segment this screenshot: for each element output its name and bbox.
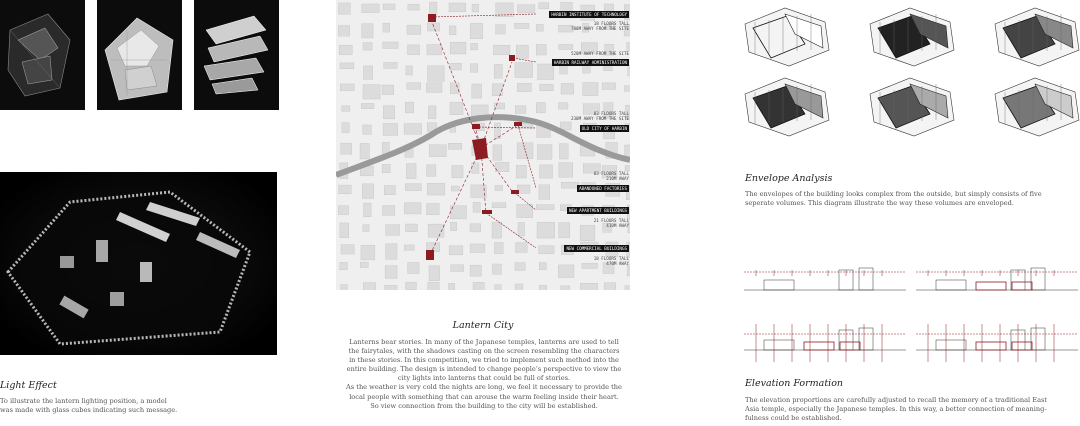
paper-model-view-2 (97, 0, 182, 110)
text-line: fulness could be established. (745, 414, 842, 423)
city-block (494, 242, 503, 253)
city-block (363, 66, 372, 79)
map-note-oldcity: 03 FLOORS TALL 230M AWAY FROM THE SITE (571, 111, 629, 121)
city-block (408, 262, 419, 273)
volume-model-view-3 (194, 0, 279, 110)
city-block (382, 206, 394, 216)
city-block (473, 282, 484, 290)
city-block (340, 63, 354, 69)
city-block (404, 124, 422, 135)
city-block (384, 62, 397, 68)
city-block (451, 186, 459, 191)
envelope-diagram (870, 8, 954, 66)
city-block (364, 203, 372, 217)
city-block (558, 265, 574, 278)
map-note-hit: 18 FLOORS TALL 780M AWAY FROM THE SITE (571, 21, 629, 31)
city-block (449, 26, 456, 35)
city-block (429, 145, 446, 157)
text-line: To illustrate the lantern lighting position, a model (0, 397, 167, 405)
city-block (363, 225, 369, 232)
envelope-diagram (995, 8, 1079, 66)
city-block (493, 145, 502, 160)
city-block (518, 5, 535, 13)
city-block (625, 165, 630, 170)
landmark-building (428, 14, 436, 22)
city-block (426, 83, 442, 93)
city-block (450, 63, 462, 70)
city-block (537, 222, 555, 238)
text-line: The envelopes of the building looks complex from the outside, but simply consists of five (745, 190, 1042, 198)
city-block (338, 26, 349, 37)
city-block (515, 263, 525, 271)
city-block (516, 45, 528, 58)
envelope-diagram (870, 78, 954, 136)
city-block (537, 145, 552, 160)
city-block (340, 223, 349, 238)
city-block (517, 204, 533, 217)
city-block (515, 106, 526, 114)
city-block (473, 202, 480, 212)
city-block (342, 123, 349, 133)
city-block (539, 3, 549, 9)
city-block (407, 83, 421, 90)
city-block (363, 125, 372, 134)
elevation-diagram (916, 268, 1078, 290)
city-block (515, 63, 533, 78)
view-line (430, 148, 481, 255)
map-tag-railway: HARBIN RAILWAY ADMINISTRATION (553, 60, 627, 65)
city-block (405, 184, 421, 191)
city-block (383, 123, 398, 135)
landmark-building (472, 124, 480, 129)
city-block (583, 83, 598, 96)
city-block (494, 45, 510, 55)
elevation-diagram (744, 324, 906, 362)
city-block (561, 286, 570, 290)
city-block (383, 4, 395, 10)
city-block (496, 25, 506, 34)
city-block (342, 106, 350, 112)
city-block (492, 84, 502, 96)
city-block (339, 185, 352, 194)
city-block (559, 44, 573, 49)
city-block (406, 224, 418, 232)
city-block (472, 84, 482, 98)
city-block (492, 203, 506, 208)
city-block (539, 285, 546, 290)
city-block (406, 66, 413, 75)
city-block (470, 224, 481, 232)
city-block (406, 282, 417, 289)
city-block (560, 122, 571, 130)
city-block (427, 23, 439, 31)
city-block (536, 205, 554, 210)
city-block (516, 243, 528, 253)
text-line: local people with something that can arouse the warm feeling inside their heart. (349, 392, 619, 401)
site-map (336, 0, 630, 290)
city-block (361, 245, 375, 260)
city-block (363, 283, 375, 290)
city-block (540, 84, 554, 91)
text-line: entire building. The design is intended to change people’s perspective to view the (346, 365, 622, 374)
city-block (471, 185, 486, 198)
city-block (492, 222, 502, 238)
city-block (448, 143, 461, 149)
city-block (362, 24, 373, 38)
light-effect-title: Light Effect (0, 380, 57, 391)
city-block (361, 103, 374, 108)
city-block (426, 204, 439, 215)
text-line: So view connection from the building to the city will be established. (370, 401, 598, 410)
light-effect-photo (0, 172, 277, 355)
map-tag-hit: HARBIN INSTITUTE OF TECHNOLOGY (551, 12, 627, 17)
landmark-building (509, 55, 515, 61)
city-block (472, 163, 479, 173)
city-block (539, 263, 546, 270)
city-block (470, 244, 485, 253)
text-line: was made with glass cubes indicating such message. (0, 406, 178, 415)
city-block (383, 42, 398, 49)
city-block (383, 23, 390, 32)
envelope-diagram (995, 78, 1079, 136)
model-photo-3 (194, 0, 279, 110)
city-block (428, 66, 445, 81)
map-tag-factories: ABANDONED FACTORIES (579, 186, 627, 191)
city-block (470, 64, 477, 73)
city-block (540, 165, 553, 178)
city-block (382, 85, 394, 95)
city-block (383, 106, 394, 119)
city-block (492, 264, 501, 274)
city-block (495, 162, 509, 171)
city-block (340, 84, 354, 91)
city-block (450, 42, 466, 54)
city-block (495, 285, 501, 290)
city-block (338, 3, 350, 14)
landmark-building (482, 210, 492, 214)
city-block (583, 65, 591, 73)
city-block (536, 102, 545, 112)
text-line: seperate volumes. This diagram illustrate the way these volumes are enveloped. (745, 199, 1014, 208)
envelope-diagram (745, 8, 829, 66)
city-block (386, 244, 398, 260)
text-line: Asia temple, especially the Japanese temples. In this way, a better connection of meaning- (745, 405, 1047, 414)
lantern-light-model-image (0, 172, 277, 355)
city-block (559, 223, 570, 238)
city-block (517, 143, 533, 159)
city-block (382, 164, 390, 172)
city-block (341, 245, 354, 254)
elevation-formation-set (744, 262, 1080, 362)
map-note-railway: 520M AWAY FROM THE SITE (571, 51, 629, 56)
city-block (472, 4, 479, 12)
city-block (559, 163, 573, 178)
city-block (516, 165, 526, 178)
city-block (470, 23, 482, 38)
map-note-factories: 03 FLOORS TALL 210M AWAY (593, 171, 629, 181)
city-block (628, 66, 630, 76)
city-block (624, 86, 630, 92)
city-block (408, 4, 419, 10)
city-block (580, 283, 597, 290)
city-block (404, 203, 421, 214)
city-block (518, 222, 525, 236)
city-block (625, 145, 630, 157)
text-line: Lanterns bear stories. In many of the Japanese temples, lanterns are used to tell (349, 338, 619, 346)
city-block (560, 66, 567, 74)
city-block (360, 262, 368, 267)
city-block (362, 184, 373, 199)
elevation-text (745, 396, 1080, 423)
city-block (559, 144, 568, 159)
city-block (471, 43, 478, 50)
city-block (384, 186, 395, 195)
text-line: in these stories. In this competition, we tried to implement such method into the (349, 356, 619, 365)
landmark-building (514, 122, 522, 126)
elevation-title: Elevation Formation (745, 378, 844, 389)
city-block (539, 185, 550, 200)
envelope-axonometric-set (740, 0, 1080, 140)
map-note-apartments: 21 FLOORS TALL 410M AWAY (593, 218, 629, 228)
city-block (341, 143, 352, 154)
envelope-text (745, 190, 1080, 208)
elevation-diagram (744, 268, 906, 290)
city-block (427, 165, 436, 176)
city-block (386, 225, 400, 235)
city-block (341, 285, 348, 290)
city-block (604, 283, 616, 290)
city-block (340, 262, 348, 269)
city-block (449, 3, 466, 12)
city-block (339, 45, 352, 55)
city-block (385, 266, 397, 279)
landmark-building (426, 250, 434, 260)
city-block (602, 83, 615, 90)
city-block (385, 285, 398, 290)
city-block (536, 44, 546, 55)
city-block (406, 164, 416, 179)
city-block (515, 23, 529, 28)
city-block (625, 286, 630, 290)
city-block (494, 64, 502, 78)
model-photo-2 (97, 0, 182, 110)
text-line: the fairytales, with the shadows casting on the screen resembling the characters (348, 347, 620, 356)
city-block (427, 183, 445, 195)
city-block (495, 185, 503, 190)
map-tag-commercial: NEW COMMERCIAL BUILDINGS (566, 246, 627, 251)
elevation-diagrams (744, 262, 1080, 362)
city-block (470, 265, 481, 276)
city-block (363, 43, 372, 51)
city-block (450, 222, 456, 230)
city-block (427, 45, 442, 55)
city-block (627, 265, 630, 276)
text-line: city lights into lanterns that could be full of stories. (397, 374, 571, 383)
city-block (517, 185, 530, 193)
city-block (363, 85, 380, 99)
map-tag-oldcity: OLD CITY OF HARBIN (581, 126, 627, 131)
city-block (450, 102, 463, 114)
lantern-city-title: Lantern City (452, 320, 514, 331)
city-block (452, 165, 463, 177)
model-photo-1 (0, 0, 85, 110)
city-block (515, 284, 523, 290)
city-block (449, 246, 463, 255)
city-block (539, 246, 554, 254)
lantern-city-text (334, 338, 634, 411)
envelope-title: Envelope Analysis (745, 173, 833, 184)
city-block (450, 83, 459, 94)
city-block (362, 4, 379, 13)
city-block (538, 64, 554, 79)
city-block (558, 103, 568, 109)
city-block (408, 45, 420, 55)
city-block (405, 102, 413, 113)
city-block (561, 83, 574, 94)
elevation-diagram (916, 324, 1078, 362)
leader-line (432, 14, 536, 17)
glass-model-view-1 (0, 0, 85, 110)
text-line: As the weather is very cold the nights are long, we feel it necessary to provide the (346, 383, 622, 392)
landmark-building (511, 190, 519, 194)
envelope-diagram (745, 78, 829, 136)
envelope-diagrams (740, 0, 1080, 140)
city-block (404, 245, 414, 250)
city-block (627, 42, 630, 50)
site-building (472, 138, 488, 160)
city-block (407, 25, 421, 34)
city-block (428, 106, 436, 119)
city-block (338, 206, 348, 215)
city-block (428, 282, 439, 290)
city-block (429, 266, 440, 281)
city-block (448, 283, 454, 290)
map-note-commercial: 18 FLOORS TALL 470M AWAY (593, 256, 629, 266)
city-block (536, 24, 543, 31)
light-effect-text (0, 397, 270, 415)
map-tag-apartments: NEW APARTMENT BUILDINGS (569, 208, 627, 213)
city-block (517, 83, 531, 91)
city-block (360, 143, 369, 159)
city-block (429, 2, 437, 15)
text-line: The elevation proportions are carefully adjusted to recall the memory of a traditional East (745, 396, 1048, 404)
city-block (451, 265, 464, 272)
